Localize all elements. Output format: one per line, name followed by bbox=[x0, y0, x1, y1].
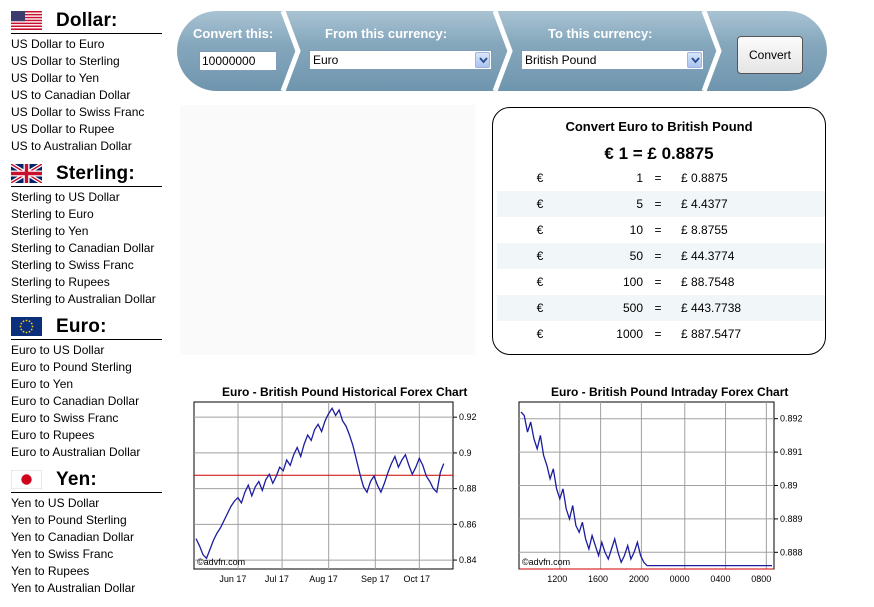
table-row bbox=[497, 217, 825, 243]
converted-value: 4.4377 bbox=[691, 197, 728, 211]
sterling-links bbox=[11, 189, 162, 308]
converted-value: 0.8875 bbox=[691, 171, 728, 185]
y-tick-label: 0.88 bbox=[459, 483, 477, 494]
uk-flag-icon bbox=[11, 164, 42, 183]
sidebar-link[interactable]: US to Australian Dollar bbox=[11, 139, 132, 153]
amount-cell: 100 bbox=[622, 275, 643, 289]
converted-value: 443.7738 bbox=[691, 301, 742, 315]
chart-watermark: ©advfn.com bbox=[522, 557, 571, 567]
sidebar-link[interactable]: Yen to Australian Dollar bbox=[11, 581, 136, 595]
intraday-chart-title: Euro - British Pound Intraday Forex Chart bbox=[551, 385, 789, 399]
y-tick-label: 0.888 bbox=[780, 547, 803, 558]
table-row bbox=[497, 269, 825, 295]
x-tick-label: Jun 17 bbox=[219, 574, 247, 584]
from-currency-select[interactable] bbox=[309, 50, 492, 70]
table-row bbox=[497, 295, 825, 321]
japan-flag-icon bbox=[11, 470, 42, 489]
to-symbol: £ bbox=[681, 301, 688, 315]
conversion-table bbox=[497, 165, 825, 347]
converted-value: 44.3774 bbox=[691, 249, 735, 263]
converted-value-cell bbox=[673, 321, 825, 347]
equals-sign: = bbox=[654, 223, 662, 237]
from-symbol: € bbox=[536, 171, 544, 185]
sidebar-link[interactable]: US Dollar to Rupee bbox=[11, 122, 115, 136]
sidebar-link[interactable]: Yen to Pound Sterling bbox=[11, 513, 127, 527]
y-tick-label: 0.889 bbox=[780, 513, 803, 524]
historical-forex-chart bbox=[190, 398, 480, 588]
converted-value-cell bbox=[673, 165, 825, 191]
from-symbol: € bbox=[497, 243, 583, 269]
y-tick-label: 0.86 bbox=[459, 519, 477, 530]
y-tick-label: 0.891 bbox=[780, 447, 803, 458]
y-tick-label: 0.92 bbox=[459, 412, 477, 423]
to-symbol: £ bbox=[681, 197, 688, 211]
amount-cell: 5 bbox=[583, 191, 643, 217]
x-tick-label: 0800 bbox=[751, 574, 772, 584]
sidebar-link[interactable]: Sterling to Euro bbox=[11, 207, 94, 221]
dollar-section-title: Dollar: bbox=[56, 9, 118, 31]
sidebar-link[interactable]: Euro to Yen bbox=[11, 377, 74, 391]
amount-cell: 10 bbox=[629, 223, 643, 237]
converted-value: 8.8755 bbox=[691, 223, 728, 237]
chevron-down-icon[interactable] bbox=[475, 52, 490, 68]
table-row bbox=[497, 191, 825, 217]
to-symbol: £ bbox=[681, 327, 688, 341]
y-tick-label: 0.9 bbox=[459, 447, 472, 458]
from-currency-value: Euro bbox=[313, 53, 339, 67]
converted-value-cell bbox=[673, 269, 825, 295]
sidebar-link[interactable]: Euro to Australian Dollar bbox=[11, 445, 141, 459]
x-tick-label: Aug 17 bbox=[309, 574, 338, 584]
equals-sign: = bbox=[643, 295, 673, 321]
dollar-links bbox=[11, 36, 162, 155]
equals-sign: = bbox=[654, 171, 662, 185]
amount-cell: 1 bbox=[636, 171, 643, 185]
sidebar-link[interactable]: Yen to US Dollar bbox=[11, 496, 100, 510]
sidebar-link[interactable]: US Dollar to Sterling bbox=[11, 54, 120, 68]
converted-value: 887.5477 bbox=[691, 327, 742, 341]
from-currency-label: From this currency: bbox=[325, 26, 448, 41]
to-currency-select[interactable] bbox=[521, 50, 704, 70]
x-tick-label: 2000 bbox=[628, 574, 649, 584]
sidebar-link[interactable]: Sterling to Australian Dollar bbox=[11, 292, 156, 306]
amount-cell: 500 bbox=[583, 295, 643, 321]
converted-value-cell bbox=[673, 243, 825, 269]
to-currency-value: British Pound bbox=[525, 53, 597, 67]
from-symbol: € bbox=[497, 191, 583, 217]
exchange-rate: € 1 = £ 0.8875 bbox=[604, 144, 714, 163]
amount-cell: 1000 bbox=[616, 327, 643, 341]
x-tick-label: 0000 bbox=[669, 574, 690, 584]
sidebar-link[interactable]: Sterling to Yen bbox=[11, 224, 89, 238]
us-flag-icon bbox=[11, 11, 42, 30]
sterling-section-header bbox=[11, 161, 162, 187]
from-symbol: € bbox=[497, 295, 583, 321]
x-tick-label: Oct 17 bbox=[403, 574, 430, 584]
sidebar-link[interactable]: US Dollar to Euro bbox=[11, 37, 105, 51]
dollar-section-header bbox=[11, 8, 162, 34]
equals-sign: = bbox=[654, 327, 662, 341]
amount-input[interactable] bbox=[199, 51, 277, 71]
table-row bbox=[497, 243, 825, 269]
blank-panel bbox=[180, 105, 475, 355]
table-row bbox=[497, 165, 825, 191]
equals-sign: = bbox=[643, 191, 673, 217]
sidebar-link[interactable]: Yen to Canadian Dollar bbox=[11, 530, 134, 544]
sidebar-link[interactable]: Euro to US Dollar bbox=[11, 343, 105, 357]
intraday-forex-chart bbox=[515, 398, 815, 588]
from-symbol: € bbox=[536, 327, 544, 341]
sidebar-link[interactable]: Yen to Rupees bbox=[11, 564, 90, 578]
sidebar-link[interactable]: Yen to Swiss Franc bbox=[11, 547, 114, 561]
y-tick-label: 0.84 bbox=[459, 555, 477, 566]
x-tick-label: 1200 bbox=[547, 574, 568, 584]
sidebar-link[interactable]: Sterling to Swiss Franc bbox=[11, 258, 134, 272]
to-symbol: £ bbox=[681, 223, 688, 237]
sidebar-link[interactable]: Euro to Rupees bbox=[11, 428, 95, 442]
euro-section-header bbox=[11, 314, 162, 340]
to-symbol: £ bbox=[681, 275, 688, 289]
euro-section-title: Euro: bbox=[56, 315, 107, 337]
sidebar-link[interactable]: Sterling to US Dollar bbox=[11, 190, 120, 204]
y-tick-label: 0.89 bbox=[780, 480, 798, 491]
x-tick-label: 0400 bbox=[710, 574, 731, 584]
sidebar-link[interactable]: US to Canadian Dollar bbox=[11, 88, 131, 102]
sidebar-link[interactable]: Euro to Canadian Dollar bbox=[11, 394, 140, 408]
x-tick-label: Jul 17 bbox=[264, 574, 289, 584]
historical-chart-title: Euro - British Pound Historical Forex Chart bbox=[222, 385, 468, 399]
yen-section-title: Yen: bbox=[56, 468, 97, 490]
amount-label: Convert this: bbox=[193, 26, 274, 41]
sidebar-link[interactable]: Euro to Swiss Franc bbox=[11, 411, 119, 425]
chart-watermark: ©advfn.com bbox=[197, 557, 246, 567]
yen-section-header bbox=[11, 467, 162, 493]
convert-button[interactable]: Convert bbox=[737, 36, 803, 74]
sterling-section-title: Sterling: bbox=[56, 162, 135, 184]
converted-value-cell bbox=[673, 191, 825, 217]
x-tick-label: 1600 bbox=[588, 574, 609, 584]
y-tick-label: 0.892 bbox=[780, 413, 803, 424]
converted-value: 88.7548 bbox=[691, 275, 735, 289]
sidebar-link[interactable]: US Dollar to Yen bbox=[11, 71, 100, 85]
yen-links bbox=[11, 495, 162, 597]
eu-flag-icon bbox=[11, 317, 42, 336]
sidebar-link[interactable]: Euro to Pound Sterling bbox=[11, 360, 132, 374]
result-title: Convert Euro to British Pound bbox=[565, 119, 753, 134]
chevron-down-icon[interactable] bbox=[687, 52, 702, 68]
converted-value-cell bbox=[673, 295, 825, 321]
conversion-result-box bbox=[492, 107, 826, 355]
to-currency-label: To this currency: bbox=[548, 26, 653, 41]
sidebar-link[interactable]: Sterling to Canadian Dollar bbox=[11, 241, 155, 255]
sidebar-link[interactable]: US Dollar to Swiss Franc bbox=[11, 105, 145, 119]
to-symbol: £ bbox=[681, 171, 688, 185]
x-tick-label: Sep 17 bbox=[361, 574, 390, 584]
table-row bbox=[497, 321, 825, 347]
equals-sign: = bbox=[654, 275, 662, 289]
converter-bar bbox=[177, 11, 827, 91]
currency-sidebar bbox=[11, 8, 162, 603]
to-symbol: £ bbox=[681, 249, 688, 263]
amount-cell: 50 bbox=[583, 243, 643, 269]
equals-sign: = bbox=[643, 243, 673, 269]
euro-links bbox=[11, 342, 162, 461]
sidebar-link[interactable]: Sterling to Rupees bbox=[11, 275, 110, 289]
converted-value-cell bbox=[673, 217, 825, 243]
from-symbol: € bbox=[536, 223, 544, 237]
from-symbol: € bbox=[536, 275, 544, 289]
